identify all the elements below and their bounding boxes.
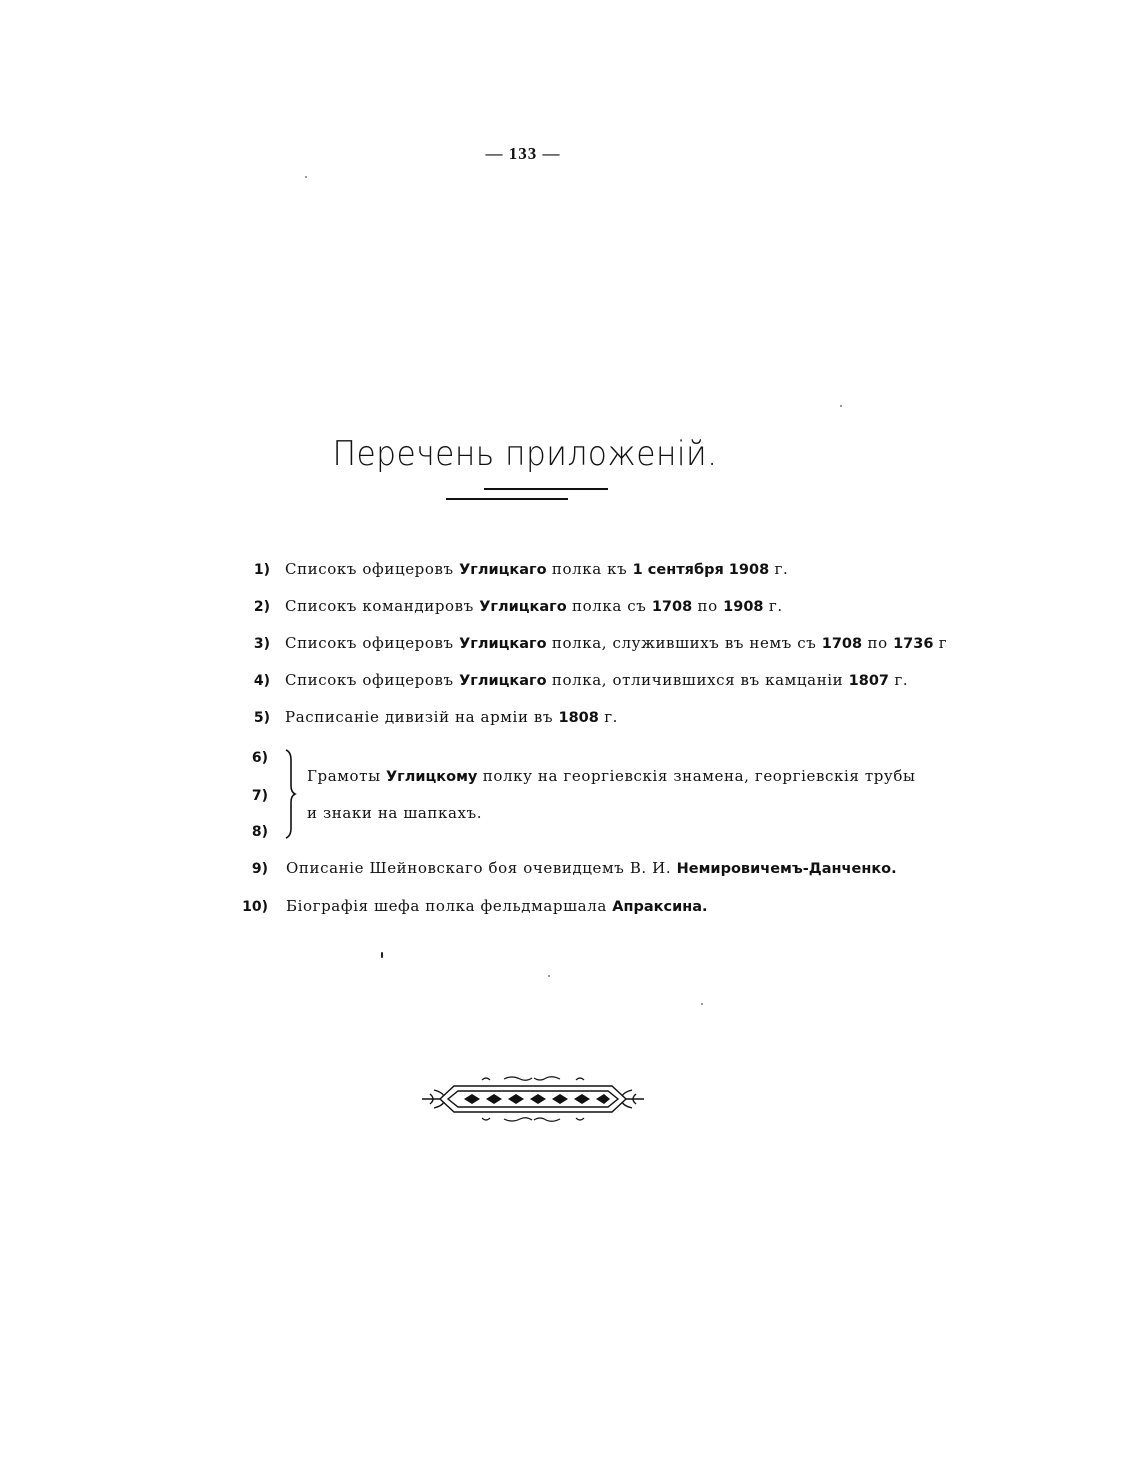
- speck: [381, 952, 383, 958]
- title-rule-lower: [446, 498, 568, 500]
- item-text: Списокъ офицеровъ Углицкаго полка къ 1 сентября 1908 г.: [285, 560, 789, 578]
- item-number: 5): [253, 710, 270, 726]
- item-number: 6): [251, 750, 268, 766]
- item-text: Біографія шефа полка фельдмаршала Апраксина.: [286, 897, 708, 915]
- item-text: Расписаніе дивизій на арміи въ 1808 г.: [285, 708, 619, 726]
- item-number: 8): [251, 824, 268, 840]
- item-number: 1): [253, 562, 270, 578]
- item-text: Списокъ командировъ Углицкаго полка съ 1708 по 1908 г.: [285, 597, 783, 615]
- brace-icon: [283, 748, 297, 840]
- grouped-item-text-line1: Грамоты Углицкому полку на георгіевскія знамена, георгіевскія трубы: [307, 767, 916, 785]
- item-text: Списокъ офицеровъ Углицкаго полка, отличившихся въ камцаніи 1807 г.: [285, 671, 909, 689]
- item-text: Списокъ офицеровъ Углицкаго полка, служившихъ въ немъ съ 1708 по 1736 г: [285, 634, 948, 652]
- item-number: 2): [253, 599, 270, 615]
- item-number: 10): [242, 899, 268, 915]
- page-title: Перечень приложеній.: [332, 434, 718, 474]
- speck: [701, 1003, 703, 1005]
- item-number: 4): [253, 673, 270, 689]
- item-number: 7): [251, 788, 268, 804]
- item-number: 9): [251, 861, 268, 877]
- grouped-item-text-line2: и знаки на шапкахъ.: [307, 804, 483, 822]
- item-text: Описаніе Шейновскаго боя очевидцемъ В. И. Немировичемъ-Данченко.: [286, 859, 897, 877]
- speck: [840, 405, 842, 407]
- ornament-icon: [420, 1074, 646, 1124]
- speck: [305, 176, 307, 178]
- item-number: 3): [253, 636, 270, 652]
- speck: [548, 975, 550, 977]
- page-number: — 133 —: [485, 144, 561, 163]
- title-rule-upper: [484, 488, 608, 490]
